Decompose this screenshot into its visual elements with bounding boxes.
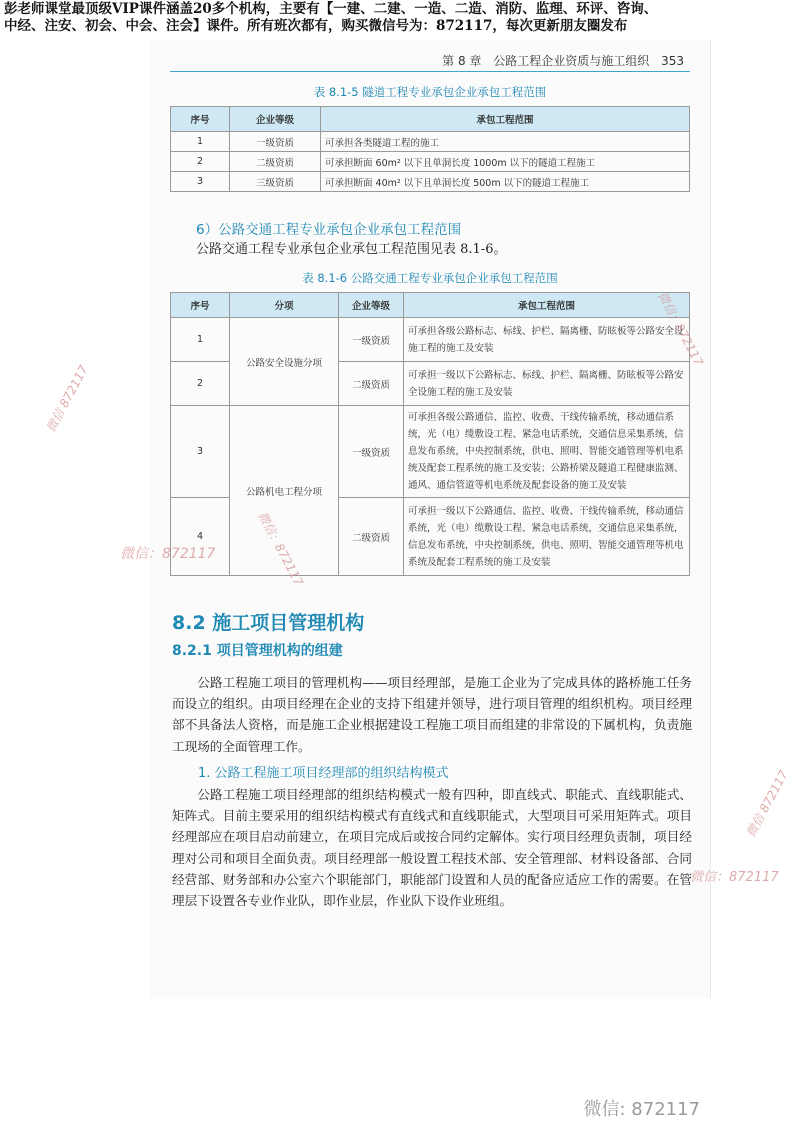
table-header-row <box>171 107 690 132</box>
book-page <box>150 40 711 998</box>
paragraph-1: 公路工程施工项目的管理机构——项目经理部，是施工企业为了完成具体的路桥施工任务而设立的组织。由项目经理在企业的支持下组建并领导，进行项目管理的组织机构。项目经理部不具备法人资格，而是施工企业根据建设工程施工项目而组建的非常设的下属机构，负责施工现场的全面管理工作。 <box>172 675 692 754</box>
cell: 三级资质 <box>230 172 321 192</box>
cell: 4 <box>171 498 230 576</box>
cell: 2 <box>171 362 230 406</box>
cell: 3 <box>171 172 230 192</box>
watermark: 微信：872117 <box>655 289 706 369</box>
section-6-text: 公路交通工程专业承包企业承包工程范围见表 8.1-6。 <box>196 242 507 257</box>
cell: 二级资质 <box>339 498 404 576</box>
cell: 可承担一级以下公路通信、监控、收费、干线传输系统，移动通信系统，光（电）缆敷设工程、紧急电话系统，交通信息采集系统，信息发布系统，中央控制系统，供电、照明、智能交通管理等机电系统及配套工程系统的施工及安装 <box>404 498 690 576</box>
cell: 1 <box>171 132 230 152</box>
cell: 3 <box>171 406 230 498</box>
cell: 可承担一级以下公路标志、标线、护栏、隔离栅、防眩板等公路安全设施工程的施工及安装 <box>404 362 690 406</box>
banner-line-2: 中经、注安、初会、中会、注会】课件。所有班次都有，购买微信号为：872117，每次更新朋友圈发布 <box>4 18 628 34</box>
cell: 二级资质 <box>230 152 321 172</box>
cell: 2 <box>171 152 230 172</box>
col-header: 企业等级 <box>339 293 404 318</box>
chapter-title: 公路工程企业资质与施工组织 <box>493 54 650 68</box>
traffic-scope-table <box>170 292 690 576</box>
banner-line-1: 彭老师课堂最顶级VIP课件涵盖20多个机构，主要有【一建、二建、一造、二造、消防、监理、环评、咨询、 <box>4 1 658 17</box>
section-8-2-heading: 8.2 施工项目管理机构 <box>172 612 365 634</box>
table-row <box>171 172 690 192</box>
paragraph-2: 公路工程施工项目经理部的组织结构模式一般有四种，即直线式、职能式、直线职能式、矩阵式。目前主要采用的组织结构模式有直线式和直线职能式，大型项目可采用矩阵式。项目经理部应在项目启动前建立，在项目完成后或按合同约定解体。实行项目经理负责制，项目经理对公司和项目全面负责。项目经理部一般设置工程技术部、安全管理部、材料设备部、合同经营部、财务部和办公室六个职能部门，职能部门设置和人员的配备应适应工作的需要。在管理层下设置各专业作业队，即作业层，作业队下设作业班组。 <box>172 787 692 909</box>
footer-watermark: 微信: 872117 <box>583 1099 700 1120</box>
table-row <box>171 318 690 362</box>
col-header: 承包工程范围 <box>404 293 690 318</box>
cell: 可承担断面 40m² 以下且单洞长度 500m 以下的隧道工程施工 <box>321 172 690 192</box>
cell: 可承担断面 60m² 以下且单洞长度 1000m 以下的隧道工程施工 <box>321 152 690 172</box>
page-header <box>150 40 710 70</box>
page-number: 353 <box>661 54 684 68</box>
cell: 可承担各类隧道工程的施工 <box>321 132 690 152</box>
cell: 1 <box>171 318 230 362</box>
col-header: 分项 <box>230 293 339 318</box>
col-header: 企业等级 <box>230 107 321 132</box>
watermark: 微信：872117 <box>255 509 306 589</box>
subsection-1-heading: 1. 公路工程施工项目经理部的组织结构模式 <box>198 766 449 781</box>
col-header: 承包工程范围 <box>321 107 690 132</box>
cell: 可承担各级公路标志、标线、护栏、隔离栅、防眩板等公路安全设施工程的施工及安装 <box>404 318 690 362</box>
table-row <box>171 406 690 498</box>
tunnel-scope-table <box>170 106 690 192</box>
table-row <box>171 152 690 172</box>
table2-caption: 表 8.1-6 公路交通工程专业承包企业承包工程范围 <box>302 271 558 285</box>
group-cell: 公路安全设施分项 <box>230 318 339 406</box>
cell: 一级资质 <box>339 318 404 362</box>
chapter-label: 第 8 章 <box>442 54 482 68</box>
col-header: 序号 <box>171 107 230 132</box>
watermark: 微信：872117 <box>690 870 779 885</box>
promo-banner <box>0 0 800 40</box>
watermark: 微信：872117 <box>120 546 216 562</box>
cell: 可承担各级公路通信、监控、收费、干线传输系统，移动通信系统，光（电）缆敷设工程、紧急电话系统，交通信息采集系统，信息发布系统，中央控制系统，供电、照明、智能交通管理等机电系统及配套工程系统的施工及安装；公路桥梁及隧道工程健康监测、通风、通信管道等机电系统及配套设备的施工及安装 <box>404 406 690 498</box>
table-header-row <box>171 293 690 318</box>
cell: 一级资质 <box>339 406 404 498</box>
table-row <box>171 132 690 152</box>
watermark: 微信 872117 <box>743 767 791 840</box>
table1-caption: 表 8.1-5 隧道工程专业承包企业承包工程范围 <box>313 85 547 99</box>
cell: 一级资质 <box>230 132 321 152</box>
cell: 二级资质 <box>339 362 404 406</box>
col-header: 序号 <box>171 293 230 318</box>
watermark: 微信 872117 <box>43 362 91 435</box>
header-rule <box>170 71 690 72</box>
section-6-heading: 6）公路交通工程专业承包企业承包工程范围 <box>196 222 462 238</box>
section-8-2-1-heading: 8.2.1 项目管理机构的组建 <box>172 643 343 659</box>
group-cell: 公路机电工程分项 <box>230 406 339 576</box>
